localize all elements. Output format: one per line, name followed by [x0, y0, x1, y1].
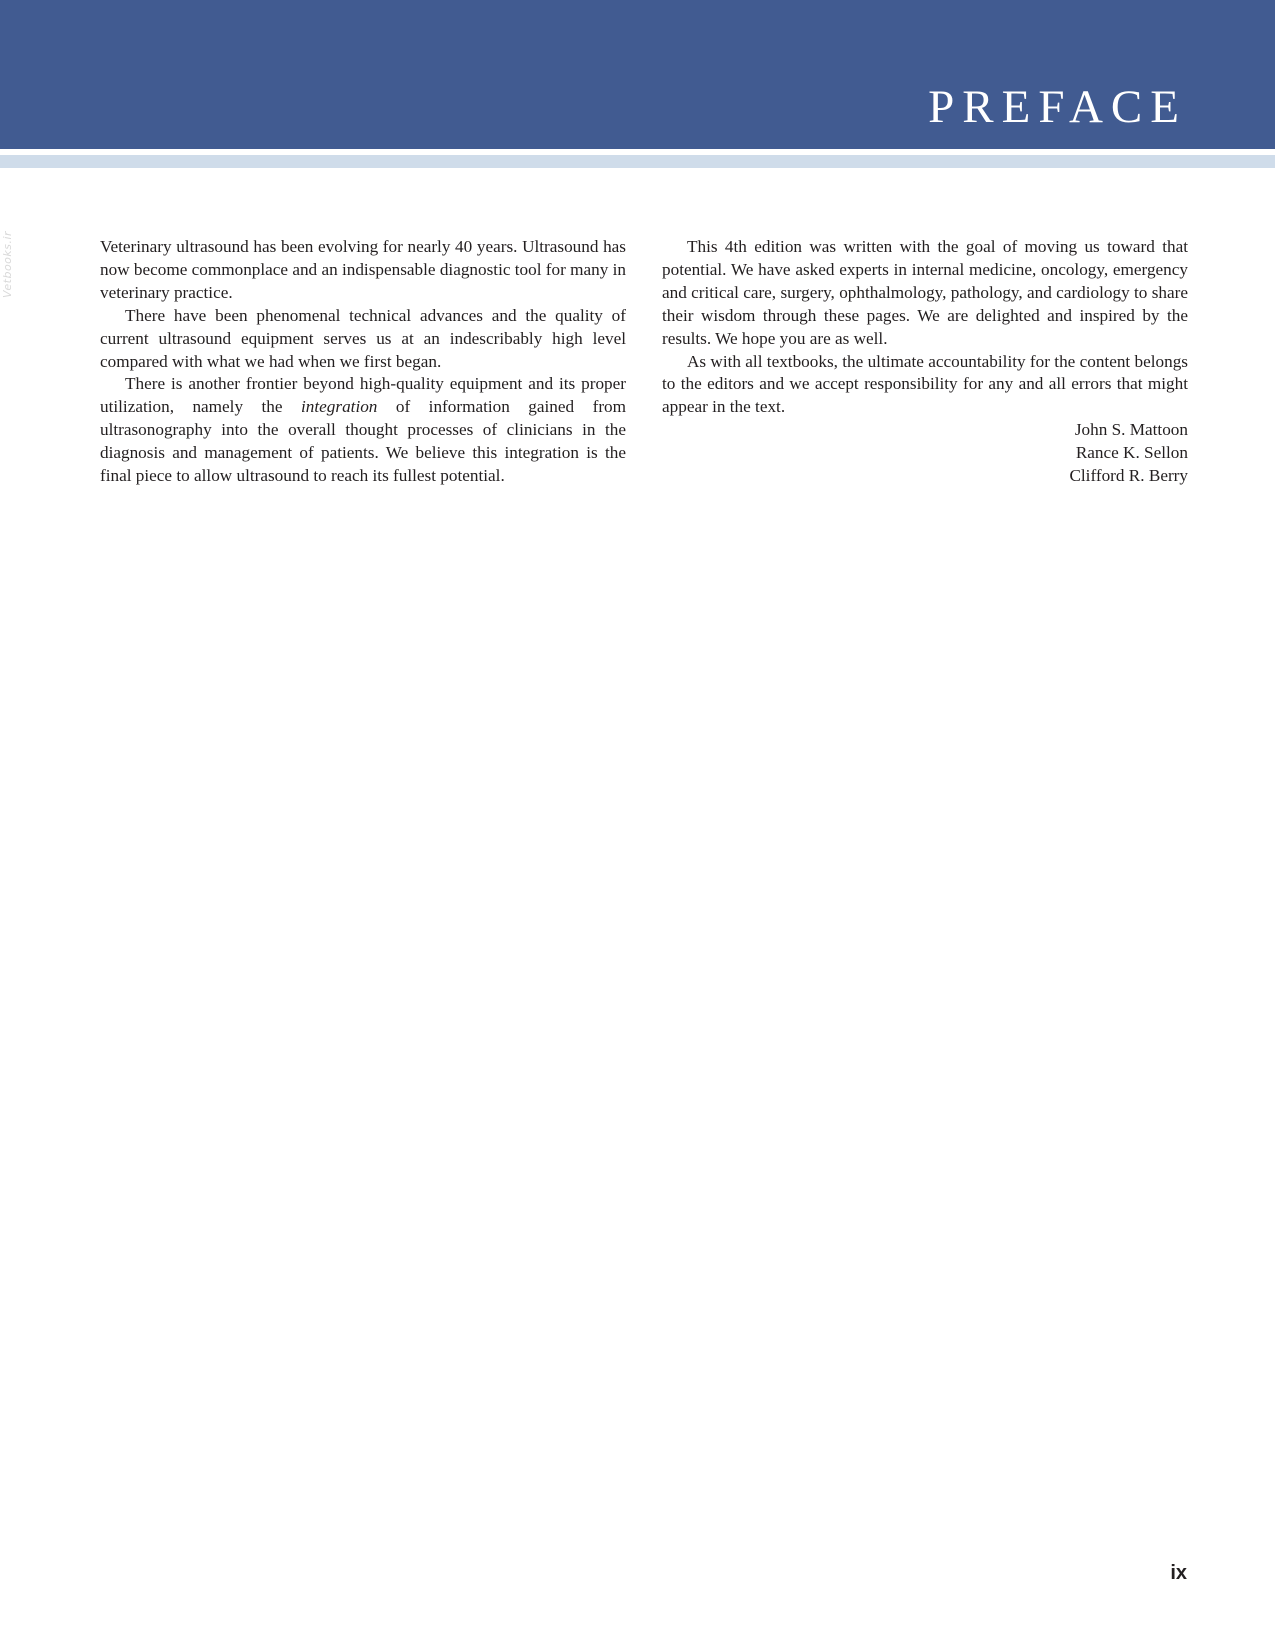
- paragraph: As with all textbooks, the ultimate accountability for the content belongs to the editors and we accept responsibility for any and all errors that might appear in the text.: [662, 351, 1188, 417]
- paragraph: This 4th edition was written with the goal of moving us toward that potential. We have asked experts in internal medicine, oncology, emergency and critical care, surgery, ophthalmology, pathology, and cardiology to share their wisdom through these pages. We are delighted and inspired by the results. We hope you are as well.: [662, 237, 1188, 348]
- page-title: PREFACE: [928, 81, 1187, 133]
- paragraph: Veterinary ultrasound has been evolving for nearly 40 years. Ultrasound has now become commonplace and an indispensable diagnostic tool for many in veterinary practice.: [100, 237, 626, 302]
- page-number: ix: [1170, 1562, 1187, 1584]
- signature-name: Clifford R. Berry: [1069, 466, 1188, 486]
- signature-name: Rance K. Sellon: [1075, 443, 1188, 463]
- header-band: [0, 0, 1275, 149]
- paragraph-text: of information gained from ultrasonography into the overall thought processes of clinicians in the diagnosis and management of patients. We believe this integration is the final piece to allow ultrasound to reach its fullest potential.: [100, 397, 627, 486]
- watermark: Vetbooks.ir: [1, 230, 14, 298]
- header-stripe: [0, 155, 1275, 168]
- left-column: [100, 236, 626, 488]
- signature-name: John S. Mattoon: [1074, 420, 1188, 440]
- signatures: [662, 419, 1188, 488]
- paragraph-text: There is another frontier beyond high-quality equipment and its proper utilization, namely the: [100, 374, 626, 417]
- paragraph: There have been phenomenal technical advances and the quality of current ultrasound equipment serves us at an indescribably high level compared with what we had when we first began.: [100, 305, 626, 371]
- right-column: [662, 236, 1188, 488]
- paragraph: [100, 373, 626, 488]
- emphasized-term: integration: [301, 397, 378, 417]
